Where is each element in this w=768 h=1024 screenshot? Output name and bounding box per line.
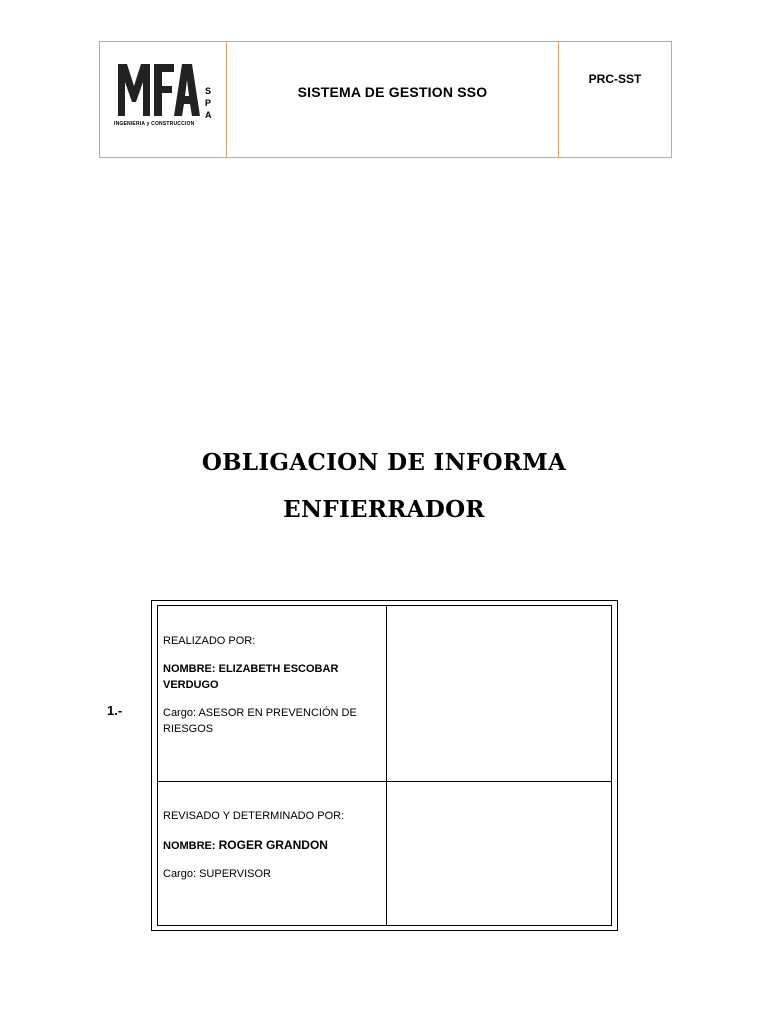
logo-suffix-p: P — [205, 98, 212, 108]
system-title: SISTEMA DE GESTION SSO — [297, 84, 488, 100]
reviewed-by-label: REVISADO Y DETERMINADO POR: — [163, 810, 345, 822]
made-by-name-line2: VERDUGO — [163, 679, 219, 691]
made-by-position-line1: Cargo: ASESOR EN PREVENCIÓN DE — [163, 707, 357, 719]
document-title-line2: ENFIERRADOR — [283, 496, 485, 523]
company-logo — [116, 58, 216, 120]
item-number: 1.- — [107, 703, 123, 718]
approval-table-inner — [157, 605, 612, 926]
reviewed-by-name-label: NOMBRE: — [163, 840, 216, 852]
document-header — [99, 41, 672, 158]
document-code: PRC-SST — [588, 72, 642, 86]
made-by-position-line2: RIESGOS — [163, 723, 214, 735]
document-code-cell — [559, 42, 671, 157]
logo-suffix-a: A — [205, 110, 212, 120]
row-divider — [158, 781, 611, 782]
reviewed-by-name — [163, 837, 328, 854]
reviewed-by-name-value: ROGER GRANDON — [218, 838, 328, 852]
logo-suffix-s: S — [205, 86, 212, 96]
document-title-line1: OBLIGACION DE INFORMA — [201, 449, 567, 476]
logo-cell — [100, 42, 227, 157]
reviewed-by-position: Cargo: SUPERVISOR — [163, 868, 272, 880]
system-title-cell — [227, 42, 559, 157]
column-divider — [386, 606, 387, 925]
made-by-label: REALIZADO POR: — [163, 635, 256, 647]
approval-table — [151, 600, 618, 931]
logo-subtitle: INGENIERIA y CONSTRUCCION — [114, 121, 195, 127]
made-by-name-line1: NOMBRE: ELIZABETH ESCOBAR — [163, 663, 339, 675]
